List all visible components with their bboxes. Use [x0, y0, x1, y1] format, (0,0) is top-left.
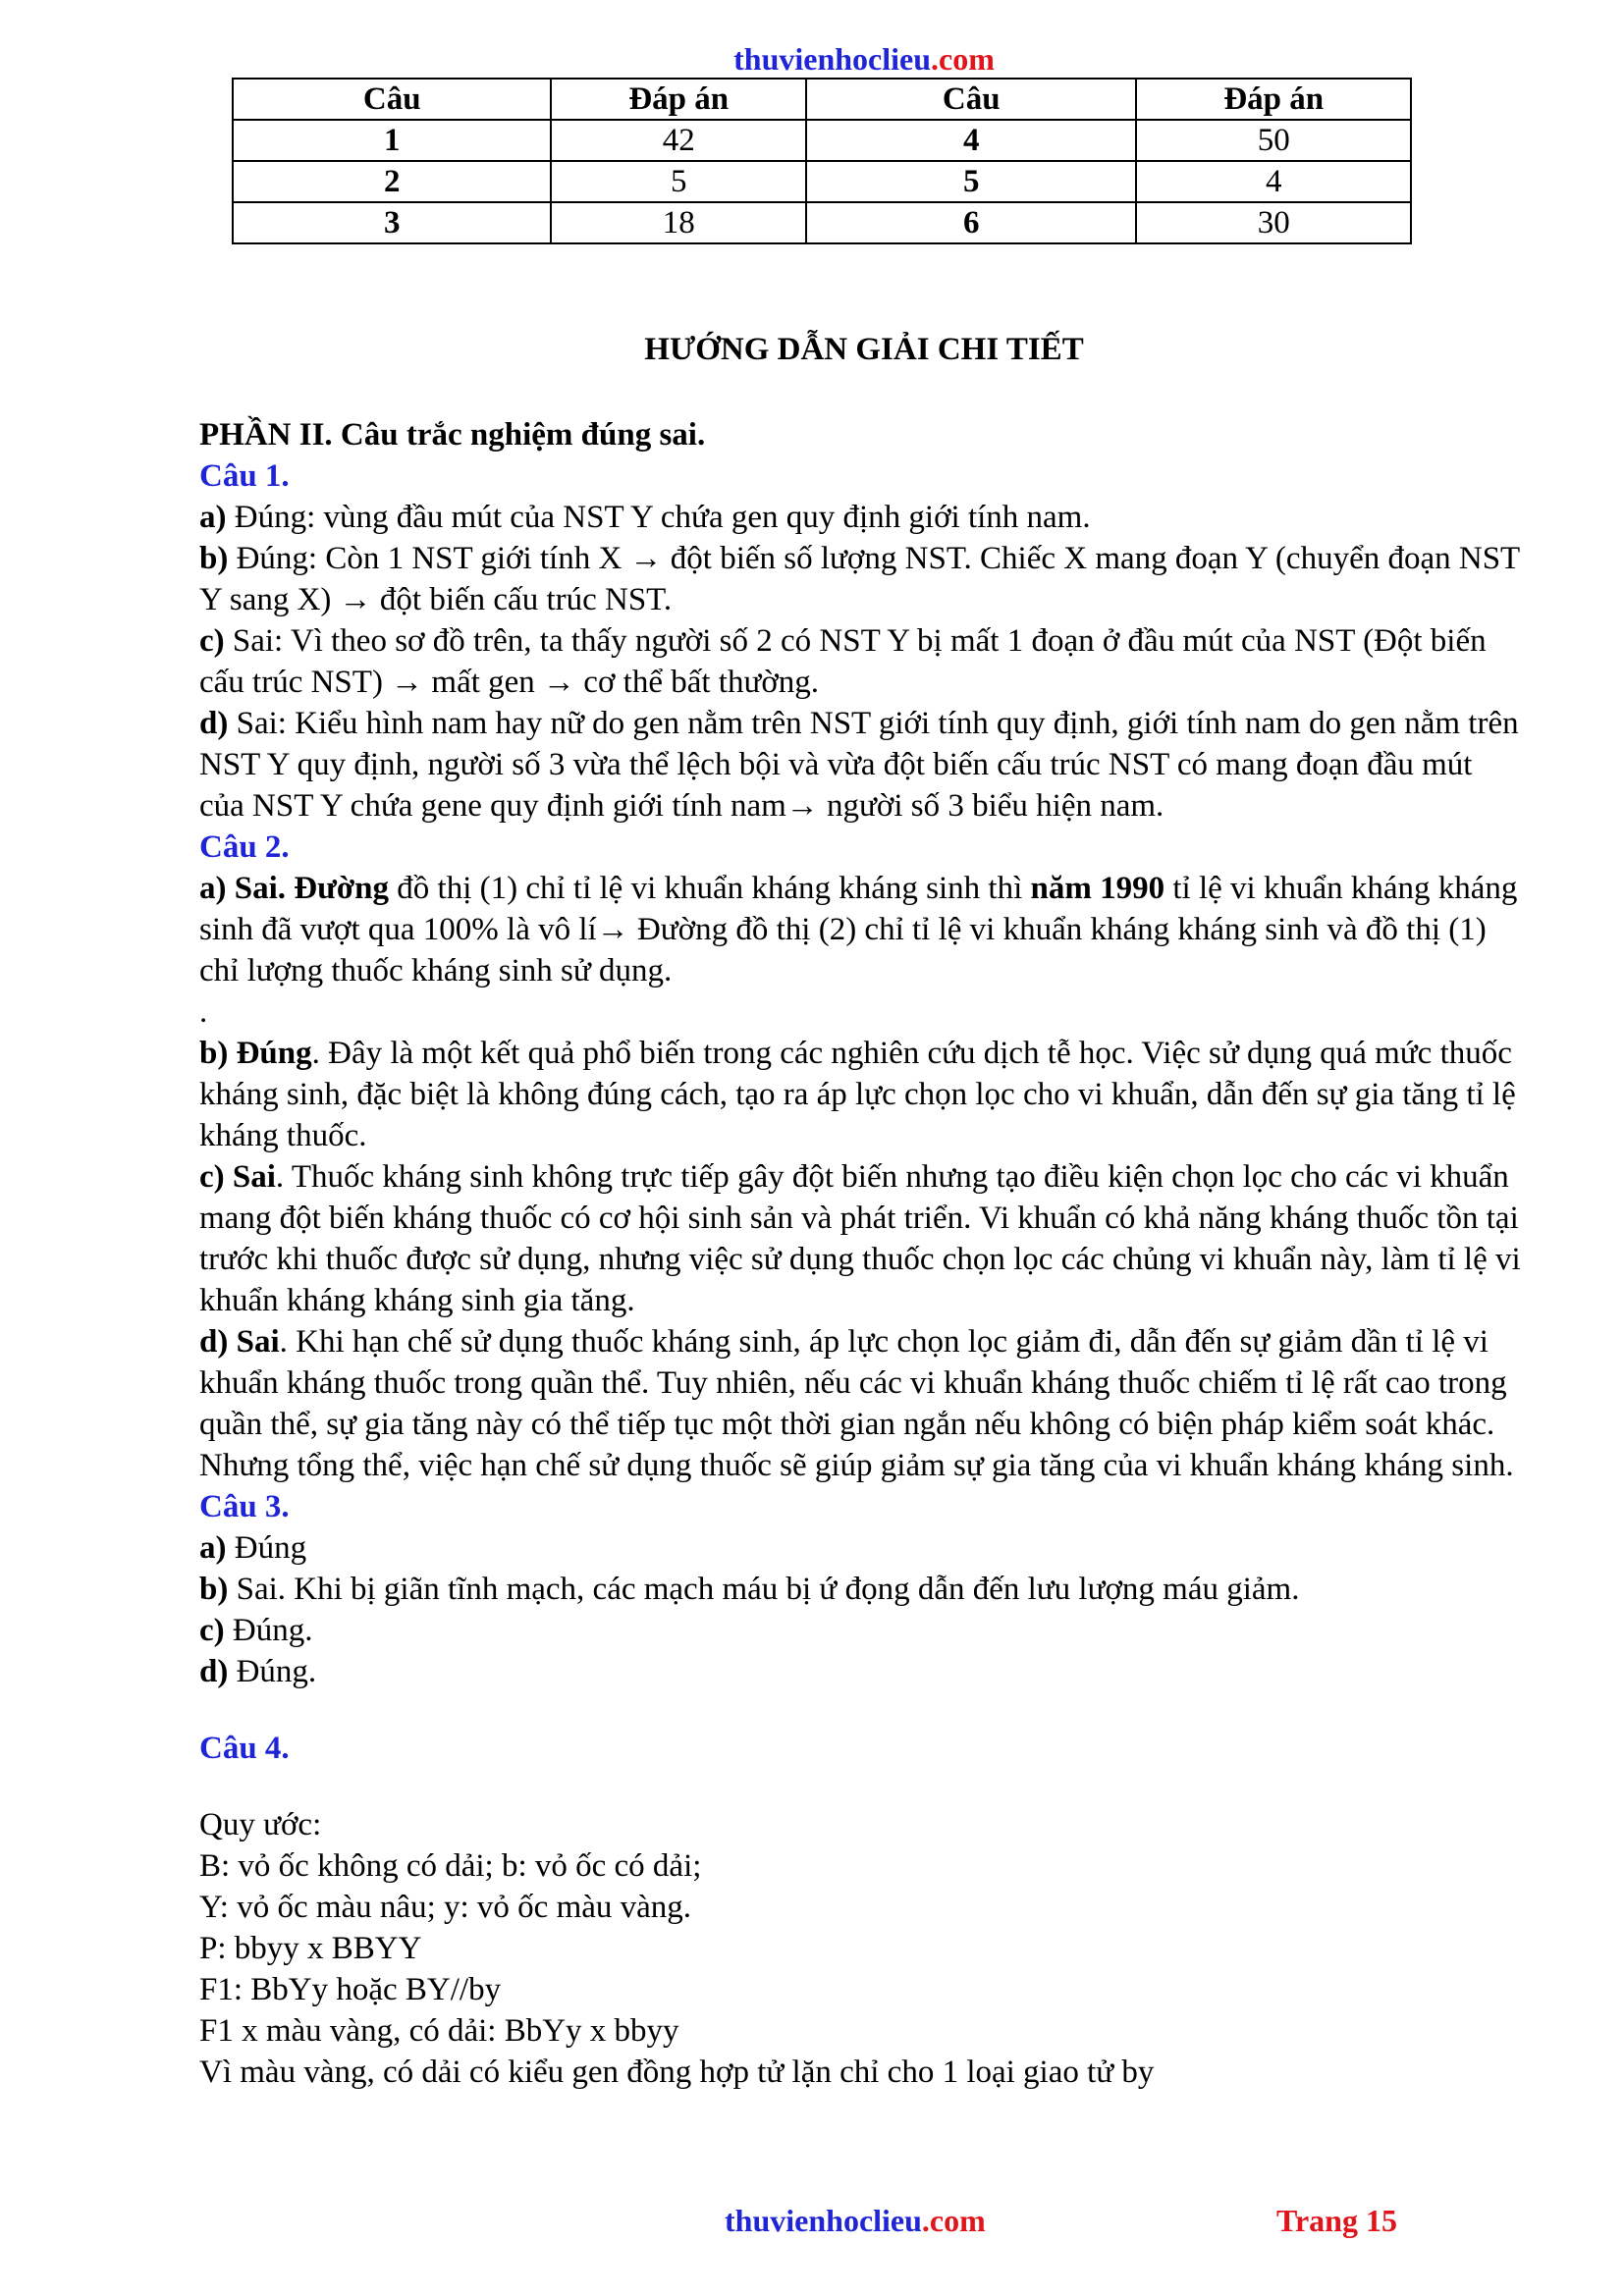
column-header: Câu [233, 79, 551, 120]
footer-site-domain: .com [921, 2203, 986, 2238]
convention-line: F1 x màu vàng, có dải: BbYy x bbyy [199, 2013, 679, 2049]
table-cell: 5 [806, 161, 1136, 202]
answer-text: tỉ lệ vi khuẩn kháng kháng sinh đã vượt qua 100% là vô lí→ Đường đồ thị (2) chỉ tỉ lệ vi khuẩn kháng kháng sinh và đồ thị (1) chỉ lượng thuốc kháng sinh sử dụng. [199, 871, 1518, 988]
answer-label: c) [199, 1613, 225, 1648]
question-3-answer-d [199, 1651, 1525, 1692]
answer-text: Sai. Khi bị giãn tĩnh mạch, các mạch máu bị ứ đọng dẫn đến lưu lượng máu giảm. [228, 1572, 1300, 1607]
table-cell: 4 [806, 120, 1136, 161]
page-title: HƯỚNG DẪN GIẢI CHI TIẾT [644, 332, 1084, 367]
question-4-label: Câu 4. [199, 1731, 290, 1766]
answer-text: Sai: Kiểu hình nam hay nữ do gen nằm trên NST giới tính quy định, giới tính nam do gen nằm trên NST Y quy định, người số 3 vừa thể lệch bội và vừa đột biến cấu trúc NST có mang đoạn đầu mút của NST Y chứa gene quy định giới tính nam→ người số 3 biểu hiện nam. [199, 706, 1519, 824]
table-cell: 6 [806, 202, 1136, 243]
answer-label: c) [199, 623, 225, 659]
table-cell: 30 [1136, 202, 1411, 243]
answer-text: . Thuốc kháng sinh không trực tiếp gây đột biến nhưng tạo điều kiện chọn lọc cho các vi khuẩn mang đột biến kháng thuốc có cơ hội sinh sản và phát triển. Vi khuẩn có khả năng kháng thuốc tồn tại trước khi thuốc được sử dụng, nhưng việc sử dụng thuốc chọn lọc các chủng vi khuẩn này, làm tỉ lệ vi khuẩn kháng kháng sinh gia tăng. [199, 1159, 1521, 1318]
table-cell: 18 [551, 202, 806, 243]
table-row [233, 161, 1411, 202]
answer-text: Đúng: vùng đầu mút của NST Y chứa gen quy định giới tính nam. [226, 500, 1091, 535]
answer-label: a) [199, 1530, 227, 1566]
column-header: Đáp án [551, 79, 806, 120]
question-2-answer-d [199, 1321, 1525, 1486]
answer-emphasis: năm 1990 [1030, 871, 1165, 906]
table-row [233, 202, 1411, 243]
footer-site-main: thuvienhoclieu [725, 2203, 922, 2238]
answer-label: d) [199, 706, 229, 741]
answer-text: . Khi hạn chế sử dụng thuốc kháng sinh, áp lực chọn lọc giảm đi, dẫn đến sự giảm dần tỉ lệ vi khuẩn kháng thuốc trong quần thể. Tuy nhiên, nếu các vi khuẩn kháng thuốc chiếm tỉ lệ rất cao trong quần thể, sự gia tăng này có thể tiếp tục một thời gian ngắn nếu không có biện pháp kiểm soát khác. Nhưng tổng thể, việc hạn chế sử dụng thuốc sẽ giúp giảm sự gia tăng của vi khuẩn kháng kháng sinh. [199, 1324, 1514, 1483]
convention-line: Quy ước: [199, 1807, 322, 1842]
answer-text: Đúng. [224, 1613, 313, 1648]
footer-site [725, 2201, 986, 2240]
section-heading: PHẦN II. Câu trắc nghiệm đúng sai. [199, 417, 706, 453]
answer-label: c) Sai [199, 1159, 276, 1195]
answer-text: Đúng: Còn 1 NST giới tính X → đột biến số lượng NST. Chiếc X mang đoạn Y (chuyển đoạn NST Y sang X) → đột biến cấu trúc NST. [199, 541, 1520, 617]
question-3-answer-a [199, 1527, 1525, 1569]
table-cell: 50 [1136, 120, 1411, 161]
page-footer [0, 2201, 1624, 2240]
question-1-answer-a [199, 497, 1525, 538]
question-3-answer-c [199, 1610, 1525, 1651]
column-header: Câu [806, 79, 1136, 120]
question-2-answer-b [199, 1033, 1525, 1156]
table-cell: 42 [551, 120, 806, 161]
site-name-main: thuvienhoclieu [733, 41, 932, 77]
table-cell: 5 [551, 161, 806, 202]
convention-line: Y: vỏ ốc màu nâu; y: vỏ ốc màu vàng. [199, 1890, 692, 1925]
question-3-label: Câu 3. [199, 1489, 290, 1524]
answer-label: b) Đúng [199, 1036, 312, 1071]
convention-line: P: bbyy x BBYY [199, 1931, 422, 1966]
convention-line: F1: BbYy hoặc BY//by [199, 1972, 502, 2007]
answer-text: Sai: Vì theo sơ đồ trên, ta thấy người số 2 có NST Y bị mất 1 đoạn ở đầu mút của NST (Đột biến cấu trúc NST) → mất gen → cơ thể bất thường. [199, 623, 1487, 700]
convention-line: Vì màu vàng, có dải có kiểu gen đồng hợp tử lặn chỉ cho 1 loại giao tử by [199, 2055, 1155, 2090]
table-cell: 3 [233, 202, 551, 243]
answer-text: đồ thị (1) chỉ tỉ lệ vi khuẩn kháng kháng sinh thì [389, 871, 1031, 906]
answer-label: a) Sai. Đường [199, 871, 390, 906]
solution-content [199, 414, 1525, 2093]
answer-label: b) [199, 1572, 229, 1607]
convention-line: B: vỏ ốc không có dải; b: vỏ ốc có dải; [199, 1848, 702, 1884]
answer-label: d) Sai [199, 1324, 280, 1360]
site-header [0, 39, 1624, 79]
answer-text: . Đây là một kết quả phổ biến trong các nghiên cứu dịch tễ học. Việc sử dụng quá mức thuốc kháng sinh, đặc biệt là không đúng cách, tạo ra áp lực chọn lọc cho vi khuẩn, dẫn đến sự gia tăng tỉ lệ kháng thuốc. [199, 1036, 1516, 1153]
question-2-answer-a [199, 868, 1525, 991]
table-cell: 4 [1136, 161, 1411, 202]
page-number: Trang 15 [1276, 2203, 1397, 2238]
answer-text: Đúng [226, 1530, 307, 1566]
answer-label: a) [199, 500, 227, 535]
question-2-label: Câu 2. [199, 829, 290, 865]
question-1-label: Câu 1. [199, 458, 290, 494]
answer-text: Đúng. [228, 1654, 317, 1689]
question-3-answer-b [199, 1569, 1525, 1610]
site-name-domain: .com [931, 41, 995, 77]
column-header: Đáp án [1136, 79, 1411, 120]
table-cell: 1 [233, 120, 551, 161]
answer-label: d) [199, 1654, 229, 1689]
table-cell: 2 [233, 161, 551, 202]
answer-label: b) [199, 541, 229, 576]
answer-table [232, 78, 1412, 244]
table-header-row [233, 79, 1411, 120]
table-row [233, 120, 1411, 161]
question-1-answer-d [199, 703, 1525, 827]
stray-dot: . [199, 994, 208, 1030]
question-2-answer-c [199, 1156, 1525, 1321]
question-1-answer-c [199, 620, 1525, 703]
question-1-answer-b [199, 538, 1525, 620]
